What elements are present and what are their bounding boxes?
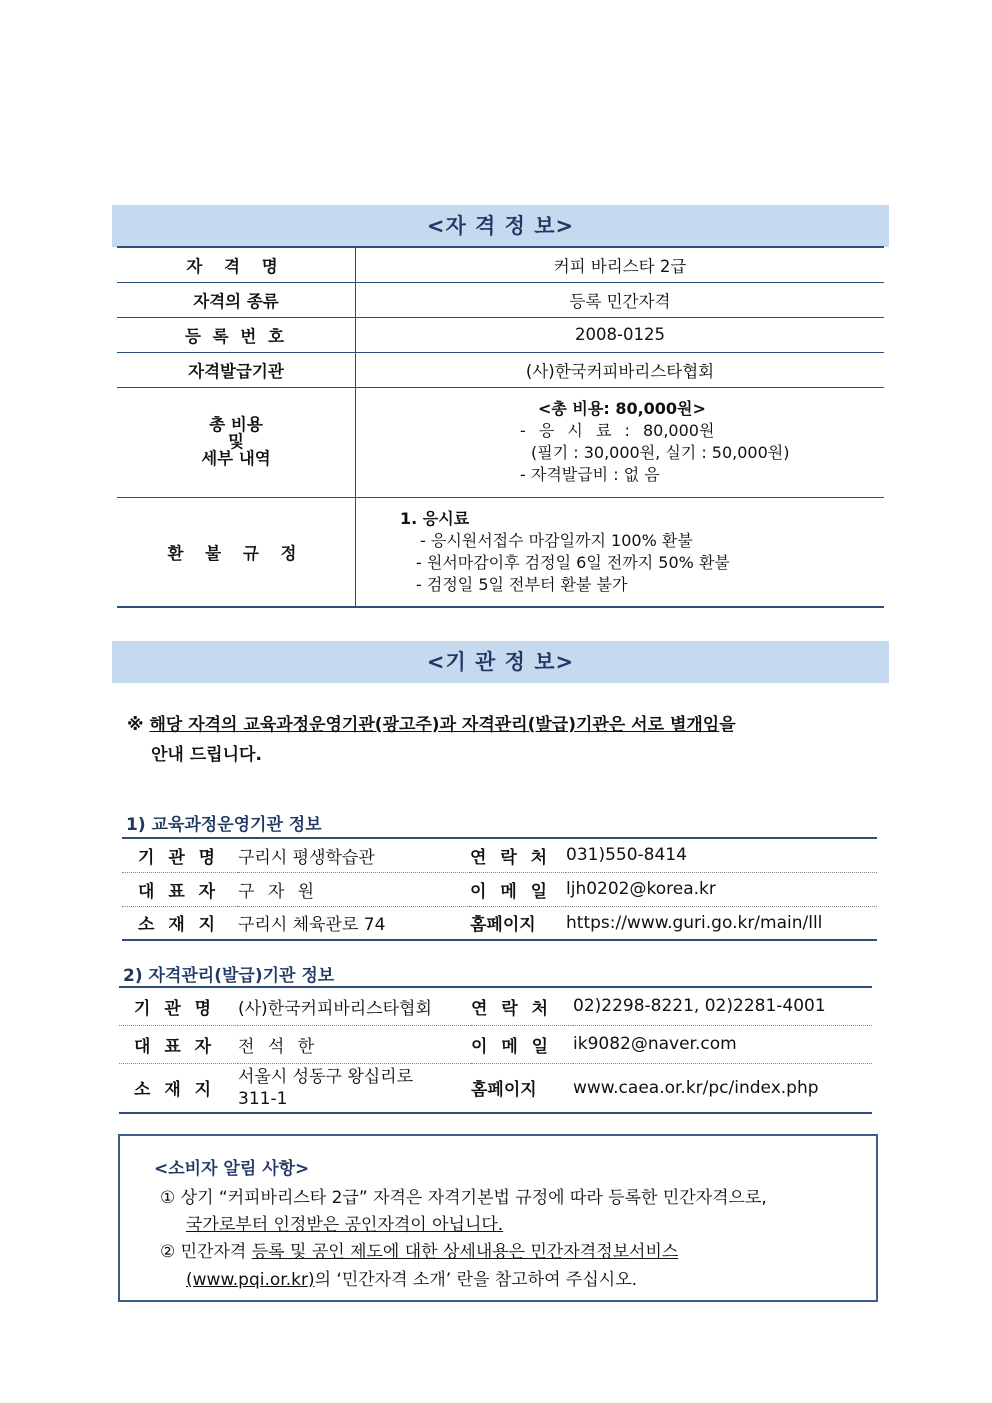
table-row xyxy=(119,1025,872,1063)
notice-item-2 xyxy=(160,1237,678,1262)
iss-rep-label: 대 표 자 xyxy=(119,1025,238,1063)
cost-total: <총 비용: 80,000원> xyxy=(538,399,706,418)
cost-issuance-fee: - 자격발급비 : 없 음 xyxy=(520,465,660,484)
qualification-name-label: 자 격 명 xyxy=(117,247,356,282)
table-row xyxy=(117,247,884,282)
table-row xyxy=(119,1063,872,1113)
consumer-notice-title: <소비자 알림 사항> xyxy=(154,1159,310,1179)
registration-number-value: 2008-0125 xyxy=(356,317,885,352)
institution-section-title: <기 관 정 보> xyxy=(112,641,889,683)
iss-email-label: 이 메 일 xyxy=(471,1025,573,1063)
refund-line-2: - 원서마감이후 검정일 6일 전까지 50% 환불 xyxy=(416,552,730,572)
notice-item-1-underlined: 국가로부터 인정받은 공인자격이 아닙니다. xyxy=(186,1215,504,1235)
cost-exam-fee: - 응 시 료 : 80,000원 xyxy=(520,421,715,440)
notice-item-2-prefix: ② 민간자격 xyxy=(160,1242,252,1262)
issuer-label: 자격발급기관 xyxy=(117,352,356,387)
cost-label-line1: 총 비용 xyxy=(209,415,263,434)
iss-contact-value: 02)2298-8221, 02)2281-4001 xyxy=(573,987,872,1025)
refund-label: 환 불 규 정 xyxy=(117,497,356,607)
table-row xyxy=(117,497,884,607)
table-row xyxy=(117,352,884,387)
cost-label-line2: 및 xyxy=(228,432,244,451)
institution-note xyxy=(127,710,736,770)
qualification-name-value: 커피 바리스타 2급 xyxy=(356,247,885,282)
note-mark: ※ xyxy=(127,715,144,735)
issuer-value: (사)한국커피바리스타협회 xyxy=(356,352,885,387)
refund-heading: 1. 응시료 xyxy=(400,508,470,528)
iss-rep-value: 전 석 한 xyxy=(238,1025,471,1063)
edu-addr-label: 소 재 지 xyxy=(122,906,238,940)
education-org-heading: 1) 교육과정운영기관 정보 xyxy=(126,815,322,835)
iss-addr-value xyxy=(238,1063,471,1113)
iss-web-value: www.caea.or.kr/pc/index.php xyxy=(573,1063,872,1113)
note-line-2: 안내 드립니다. xyxy=(151,745,262,765)
iss-name-label: 기 관 명 xyxy=(119,987,238,1025)
notice-item-2-underlined: 등록 및 공인 제도에 대한 상세내용은 민간자격정보서비스 xyxy=(251,1242,679,1262)
iss-addr-line-1: 서울시 성동구 왕십리로 xyxy=(238,1066,414,1087)
table-row xyxy=(117,317,884,352)
table-row xyxy=(122,838,877,872)
notice-item-2-cont xyxy=(186,1265,637,1290)
cost-label xyxy=(117,387,356,497)
edu-name-value: 구리시 평생학습관 xyxy=(238,838,470,872)
table-row xyxy=(119,987,872,1025)
edu-name-label: 기 관 명 xyxy=(122,838,238,872)
edu-rep-value: 구 자 원 xyxy=(238,872,470,906)
edu-email-label: 이 메 일 xyxy=(470,872,566,906)
registration-number-label: 등 록 번 호 xyxy=(117,317,356,352)
cost-exam-breakdown: (필기 : 30,000원, 실기 : 50,000원) xyxy=(531,443,790,462)
edu-contact-label: 연 락 처 xyxy=(470,838,566,872)
iss-contact-label: 연 락 처 xyxy=(471,987,573,1025)
iss-web-label: 홈페이지 xyxy=(471,1063,573,1113)
edu-email-value: ljh0202@korea.kr xyxy=(566,872,877,906)
iss-email-value: ik9082@naver.com xyxy=(573,1025,872,1063)
notice-item-1: ① 상기 “커피바리스타 2급” 자격은 자격기본법 규정에 따라 등록한 민간자격으로, xyxy=(160,1188,767,1208)
edu-web-label: 홈페이지 xyxy=(470,906,566,940)
refund-details xyxy=(356,497,885,607)
qualification-type-value: 등록 민간자격 xyxy=(356,282,885,317)
education-org-table xyxy=(122,837,877,941)
issuing-org-table xyxy=(119,986,872,1114)
edu-rep-label: 대 표 자 xyxy=(122,872,238,906)
qualification-section-title: <자 격 정 보> xyxy=(112,205,889,247)
table-row xyxy=(117,387,884,497)
edu-addr-value: 구리시 체육관로 74 xyxy=(238,906,470,940)
iss-addr-label: 소 재 지 xyxy=(119,1063,238,1113)
iss-name-value: (사)한국커피바리스타협회 xyxy=(238,987,471,1025)
note-underlined-text: 해당 자격의 교육과정운영기관(광고주)과 자격관리(발급)기관은 서로 별개임 xyxy=(149,715,720,735)
notice-item-2-tail: 의 ‘민간자격 소개’ 란을 참고하여 주십시오. xyxy=(314,1270,638,1290)
table-row xyxy=(122,906,877,940)
cost-label-line3: 세부 내역 xyxy=(201,449,271,468)
table-row xyxy=(122,872,877,906)
qualification-type-label: 자격의 종류 xyxy=(117,282,356,317)
qualification-table xyxy=(117,246,884,608)
issuing-org-heading: 2) 자격관리(발급)기관 정보 xyxy=(123,966,335,986)
cost-details xyxy=(356,387,885,497)
refund-line-1: - 응시원서접수 마감일까지 100% 환불 xyxy=(420,530,693,550)
iss-addr-line-2: 311-1 xyxy=(238,1088,288,1109)
table-row xyxy=(117,282,884,317)
note-tail: 을 xyxy=(719,715,736,735)
consumer-notice-box xyxy=(118,1134,878,1302)
pqi-link[interactable]: (www.pqi.or.kr) xyxy=(186,1270,315,1290)
refund-line-3: - 검정일 5일 전부터 환불 불가 xyxy=(416,574,628,594)
edu-contact-value: 031)550-8414 xyxy=(566,838,877,872)
edu-web-value: https://www.guri.go.kr/main/lll xyxy=(566,906,877,940)
